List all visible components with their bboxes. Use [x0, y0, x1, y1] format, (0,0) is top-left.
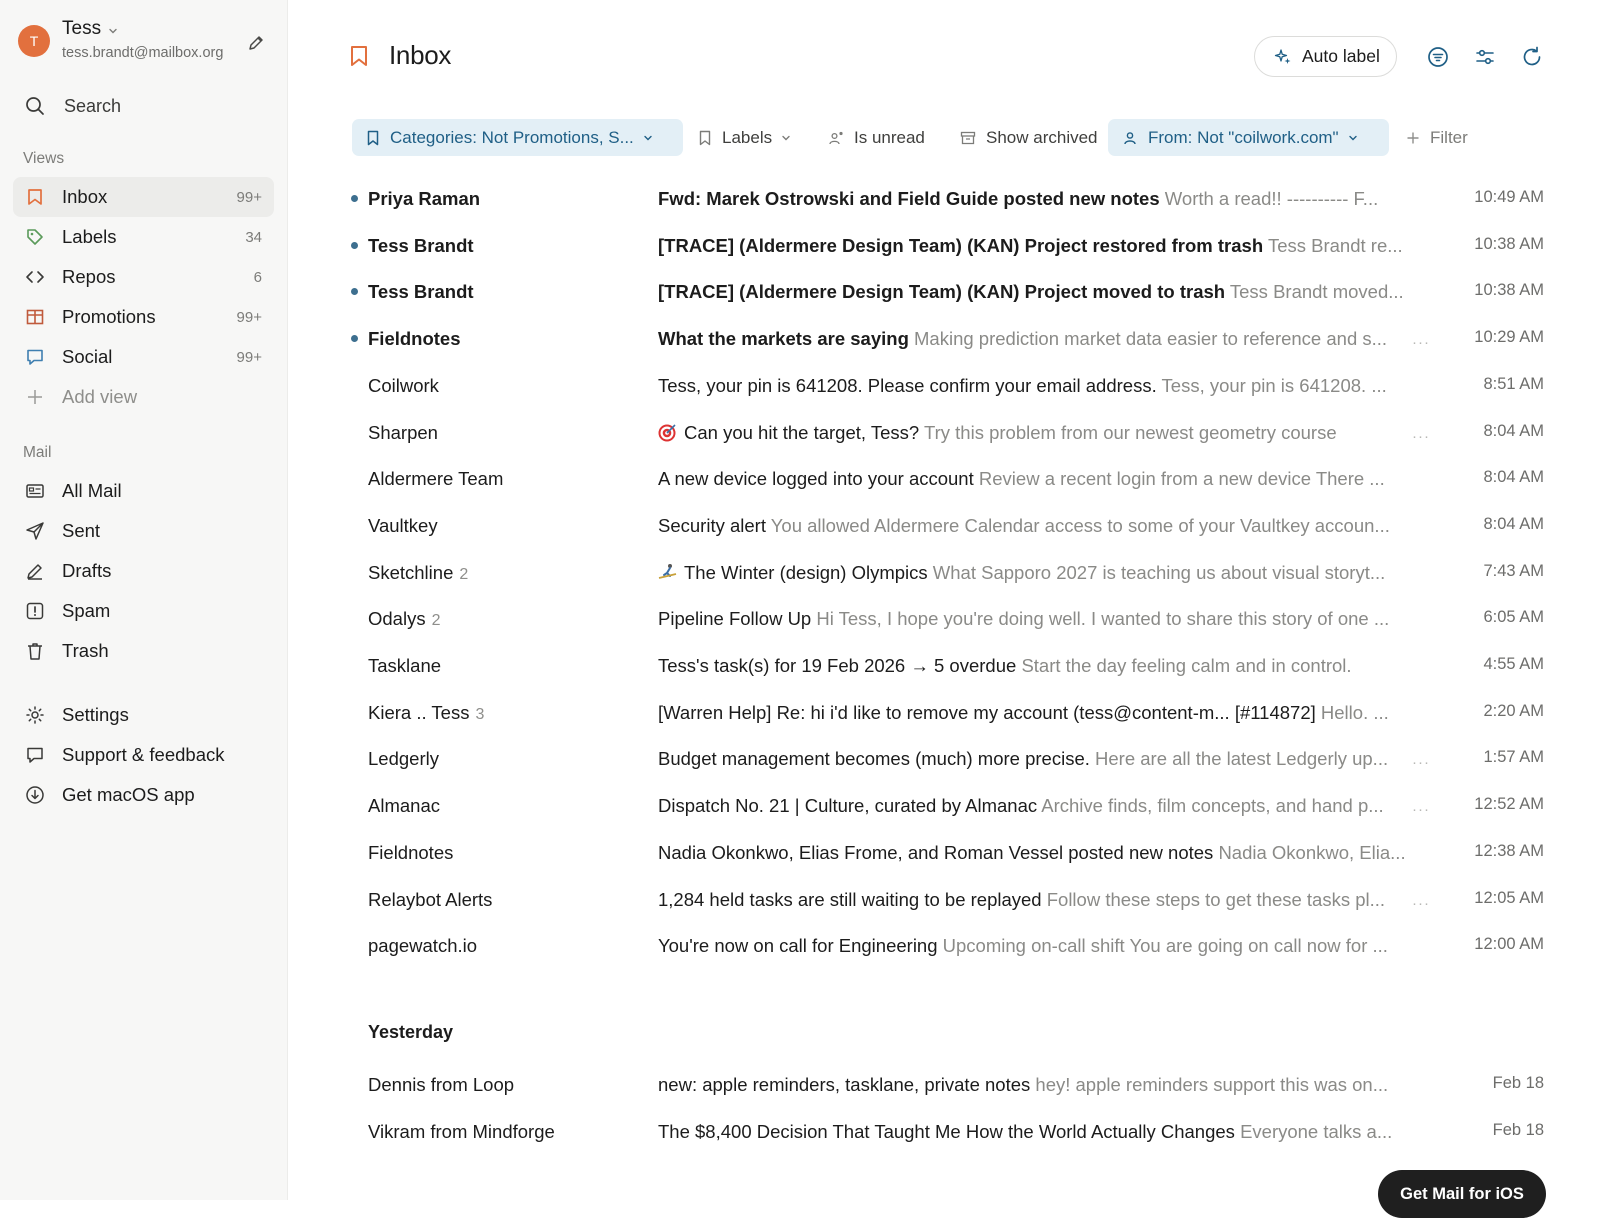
inbox-icon — [348, 44, 370, 68]
email-sender — [368, 235, 474, 257]
auto-label-button[interactable] — [1254, 36, 1397, 77]
email-preview: What Sapporo 2027 is teaching us about visual storyt... — [932, 562, 1386, 583]
email-time: 8:04 AM — [1483, 422, 1544, 440]
sender-name: Relaybot Alerts — [368, 889, 493, 910]
email-time: 12:38 AM — [1474, 842, 1544, 860]
email-time: Feb 18 — [1492, 1074, 1544, 1092]
sidebar-item-label: Social — [62, 346, 113, 367]
email-time: 8:51 AM — [1483, 375, 1544, 393]
plus-icon — [1406, 131, 1420, 145]
send-icon — [24, 520, 46, 542]
email-subject: You're now on call for Engineering — [658, 935, 938, 956]
email-preview: Hello. ... — [1320, 702, 1389, 723]
email-subject-line — [658, 422, 1386, 444]
add-filter-label: Filter — [1430, 127, 1468, 147]
email-time: 10:38 AM — [1474, 281, 1544, 299]
email-subject-line — [658, 468, 1386, 490]
auto-label-text: Auto label — [1302, 46, 1380, 66]
email-row[interactable] — [350, 645, 1544, 692]
email-sender — [368, 422, 438, 444]
sliders-icon[interactable] — [1473, 45, 1497, 69]
email-sender — [368, 889, 492, 911]
email-sender — [368, 795, 440, 817]
sidebar-item-label: Sent — [62, 520, 101, 541]
email-subject-line — [658, 562, 1386, 584]
email-sender — [368, 562, 468, 584]
pencil-icon — [24, 560, 46, 582]
sidebar-item-label: Get macOS app — [62, 784, 195, 805]
email-subject: Dispatch No. 21 | Culture, curated by Almanac — [658, 795, 1038, 816]
email-time: 10:49 AM — [1474, 188, 1544, 206]
email-subject: Budget management becomes (much) more precise. — [658, 748, 1090, 769]
unread-dot — [351, 288, 358, 295]
email-time: 10:38 AM — [1474, 235, 1544, 253]
email-sender — [368, 281, 474, 303]
more-actions-icon[interactable]: ··· — [1412, 428, 1430, 445]
gear-icon — [24, 704, 46, 726]
email-sender — [368, 842, 453, 864]
sidebar-item-all-mail[interactable] — [13, 471, 274, 511]
sender-name: Almanac — [368, 795, 440, 816]
sidebar-item-label: Labels — [62, 226, 117, 247]
email-time: 8:04 AM — [1483, 468, 1544, 486]
email-subject-line — [658, 515, 1390, 537]
email-preview: Hi Tess, I hope you're doing well. I wanted to share this story of one ... — [816, 608, 1390, 629]
email-row[interactable] — [350, 925, 1544, 972]
email-time: 12:05 AM — [1474, 889, 1544, 907]
email-row[interactable] — [350, 271, 1544, 318]
bookmark-icon — [698, 130, 712, 146]
email-row[interactable] — [350, 879, 1544, 926]
sender-name: Coilwork — [368, 375, 439, 396]
sparkle-icon — [1274, 48, 1292, 66]
sender-name: Ledgerly — [368, 748, 439, 769]
email-subject-line — [658, 281, 1404, 303]
views-section-label: Views — [23, 150, 65, 167]
email-subject: The $8,400 Decision That Taught Me How the World Actually Changes — [658, 1121, 1235, 1142]
skier-emoji — [658, 563, 678, 581]
email-subject-line — [658, 655, 1386, 677]
sidebar-item-get-macos-app[interactable] — [13, 775, 274, 815]
sidebar-item-sent[interactable] — [13, 511, 274, 551]
email-row[interactable] — [350, 458, 1544, 505]
sidebar-item-labels[interactable] — [13, 217, 274, 257]
email-row[interactable] — [350, 552, 1544, 599]
sidebar-item-settings[interactable] — [13, 695, 274, 735]
email-time: 4:55 AM — [1483, 655, 1544, 673]
email-preview: Nadia Okonkwo, Elia... — [1218, 842, 1406, 863]
email-preview: Review a recent login from a new device There ... — [978, 468, 1385, 489]
chevron-down-icon — [1347, 132, 1359, 144]
email-preview: Try this problem from our newest geometry course — [923, 422, 1337, 443]
email-subject-line — [658, 935, 1386, 957]
archive-icon — [960, 130, 976, 146]
sidebar-item-label: Drafts — [62, 560, 112, 581]
email-subject: [TRACE] (Aldermere Design Team) (KAN) Project moved to trash — [658, 281, 1226, 302]
email-preview: Here are all the latest Ledgerly up... — [1095, 748, 1389, 769]
email-subject: 1,284 held tasks are still waiting to be replayed — [658, 889, 1042, 910]
email-preview: Upcoming on-call shift You are going on call now for ... — [942, 935, 1388, 956]
sidebar-item-label: All Mail — [62, 480, 122, 501]
email-subject-line — [658, 795, 1386, 817]
sidebar-item-label: Promotions — [62, 306, 156, 327]
search-icon — [24, 95, 56, 117]
email-subject-line — [658, 188, 1386, 210]
code-icon — [24, 266, 46, 288]
email-sender — [368, 608, 440, 630]
email-subject-line — [658, 702, 1389, 724]
email-preview: Everyone talks a... — [1240, 1121, 1393, 1142]
email-subject-line — [658, 328, 1386, 350]
email-preview: Tess Brandt re... — [1267, 235, 1403, 256]
email-subject-line — [658, 235, 1403, 257]
is-unread-filter-chip[interactable] — [814, 119, 925, 156]
account-switcher[interactable] — [18, 17, 270, 65]
email-row[interactable] — [350, 318, 1544, 365]
show-archived-filter-label: Show archived — [986, 127, 1098, 147]
chevron-down-icon — [642, 132, 654, 144]
sidebar-item-drafts[interactable] — [13, 551, 274, 591]
sender-name: Priya Raman — [368, 188, 481, 209]
gift-icon — [24, 306, 46, 328]
email-row[interactable] — [350, 412, 1544, 459]
chevron-down-icon — [107, 25, 119, 37]
sidebar-item-promotions[interactable] — [13, 297, 274, 337]
show-archived-filter-chip[interactable] — [946, 119, 1098, 156]
email-sender — [368, 655, 441, 677]
labels-filter-chip[interactable] — [684, 119, 792, 156]
email-subject-line — [658, 608, 1390, 630]
email-preview: Follow these steps to get these tasks pl... — [1046, 889, 1386, 910]
compose-pencil-icon[interactable] — [246, 33, 266, 53]
sidebar-item-repos[interactable] — [13, 257, 274, 297]
email-preview: Worth a read!! ---------- F... — [1164, 188, 1379, 209]
email-subject-line — [658, 748, 1389, 770]
inbox-icon — [24, 186, 46, 208]
email-preview: Tess Brandt moved... — [1229, 281, 1404, 302]
unread-dot — [351, 242, 358, 249]
email-row[interactable] — [350, 365, 1544, 412]
sender-name: pagewatch.io — [368, 935, 478, 956]
sender-name: Dennis from Loop — [368, 1074, 515, 1095]
email-subject: The Winter (design) Olympics — [684, 562, 928, 583]
email-time: 1:57 AM — [1483, 748, 1544, 766]
email-row[interactable] — [350, 598, 1544, 645]
all-mail-icon — [24, 480, 46, 502]
target-emoji — [658, 423, 678, 441]
filter-circle-icon[interactable] — [1426, 45, 1450, 69]
email-subject: Tess, your pin is 641208. Please confirm your email address. — [658, 375, 1157, 396]
email-row[interactable] — [350, 692, 1544, 739]
search-button[interactable] — [18, 86, 270, 126]
email-time: 6:05 AM — [1483, 608, 1544, 626]
sender-name: Kiera .. Tess — [368, 702, 470, 723]
thread-count: 2 — [431, 612, 441, 629]
sidebar-item-count: 6 — [253, 268, 262, 286]
mail-section-label: Mail — [23, 444, 52, 461]
email-preview: hey! apple reminders support this was on... — [1035, 1074, 1389, 1095]
sidebar-item-label: Support & feedback — [62, 744, 225, 765]
sidebar-item-label: Repos — [62, 266, 116, 287]
chat-icon — [24, 346, 46, 368]
group-label-yesterday: Yesterday — [368, 1022, 454, 1042]
email-sender — [368, 935, 477, 957]
sidebar — [0, 0, 288, 1200]
email-row[interactable] — [350, 225, 1544, 272]
email-sender — [368, 748, 439, 770]
more-actions-icon[interactable]: ··· — [1412, 801, 1430, 818]
email-subject: [Warren Help] Re: hi i'd like to remove my account (tess@content-m... [#114872] — [658, 702, 1316, 723]
person-icon — [1122, 130, 1138, 146]
sidebar-item-label: Spam — [62, 600, 111, 621]
refresh-icon[interactable] — [1520, 45, 1544, 69]
from-filter-chip[interactable] — [1108, 119, 1389, 156]
categories-filter-label: Categories: Not Promotions, S... — [390, 127, 634, 147]
chevron-down-icon — [780, 132, 792, 144]
email-row[interactable] — [350, 1111, 1544, 1158]
email-time: 8:04 AM — [1483, 515, 1544, 533]
email-subject: Can you hit the target, Tess? — [684, 422, 920, 443]
email-row[interactable] — [350, 1064, 1544, 1111]
email-time: 2:20 AM — [1483, 702, 1544, 720]
email-sender — [368, 1121, 555, 1143]
sidebar-item-spam[interactable] — [13, 591, 274, 631]
email-subject-line — [658, 1121, 1393, 1143]
email-time: 10:29 AM — [1474, 328, 1544, 346]
email-subject: Security alert — [658, 515, 766, 536]
sidebar-item-label: Settings — [62, 704, 129, 725]
sidebar-item-support[interactable] — [13, 735, 274, 775]
email-subject-line — [658, 889, 1386, 911]
email-time: 12:00 AM — [1474, 935, 1544, 953]
email-subject: Nadia Okonkwo, Elias Frome, and Roman Vessel posted new notes — [658, 842, 1214, 863]
speech-bubble-icon — [24, 744, 46, 766]
sidebar-item-inbox[interactable] — [13, 177, 274, 217]
email-row[interactable] — [350, 738, 1544, 785]
account-email: tess.brandt@mailbox.org — [62, 45, 224, 61]
email-sender — [368, 702, 484, 724]
email-row[interactable] — [350, 178, 1544, 225]
download-icon — [24, 784, 46, 806]
sidebar-item-count: 34 — [245, 228, 262, 246]
email-subject: Tess's task(s) for 19 Feb 2026 → 5 overdue — [658, 655, 1017, 676]
sidebar-item-count: 99+ — [236, 188, 262, 206]
email-subject: A new device logged into your account — [658, 468, 974, 489]
email-subject: [TRACE] (Aldermere Design Team) (KAN) Project restored from trash — [658, 235, 1264, 256]
email-sender — [368, 375, 439, 397]
spam-icon — [24, 600, 46, 622]
email-subject: new: apple reminders, tasklane, private notes — [658, 1074, 1031, 1095]
sidebar-item-count: 99+ — [236, 348, 262, 366]
sender-name: Fieldnotes — [368, 328, 461, 349]
avatar[interactable]: T — [18, 25, 50, 57]
email-subject: Pipeline Follow Up — [658, 608, 812, 629]
tag-icon — [24, 226, 46, 248]
email-preview: You allowed Aldermere Calendar access to some of your Vaultkey accoun... — [770, 515, 1390, 536]
email-sender — [368, 1074, 514, 1096]
email-sender — [368, 515, 438, 537]
unread-dot — [351, 195, 358, 202]
from-filter-label: From: Not "coilwork.com" — [1148, 127, 1339, 147]
sender-name: Vaultkey — [368, 515, 438, 536]
bookmark-icon — [366, 130, 380, 146]
email-subject-line — [658, 375, 1386, 397]
email-subject-line — [658, 842, 1406, 864]
sender-name: Aldermere Team — [368, 468, 504, 489]
sender-name: Tess Brandt — [368, 281, 474, 302]
plus-icon — [24, 386, 46, 408]
sender-name: Odalys — [368, 608, 426, 629]
get-ios-app-button[interactable]: Get Mail for iOS — [1378, 1170, 1546, 1218]
sender-name: Tess Brandt — [368, 235, 474, 256]
email-row[interactable] — [350, 505, 1544, 552]
sidebar-item-label: Trash — [62, 640, 109, 661]
email-preview: Start the day feeling calm and in control. — [1021, 655, 1352, 676]
account-name: Tess — [62, 18, 102, 39]
more-actions-icon[interactable]: ··· — [1412, 334, 1430, 351]
email-preview: Archive finds, film concepts, and hand p... — [1041, 795, 1384, 816]
page-title: Inbox — [389, 40, 452, 70]
email-time: 7:43 AM — [1483, 562, 1544, 580]
email-row[interactable] — [350, 785, 1544, 832]
is-unread-filter-label: Is unread — [854, 127, 925, 147]
unread-dot — [351, 335, 358, 342]
sender-name: Fieldnotes — [368, 842, 454, 863]
add-filter-button[interactable] — [1392, 119, 1468, 156]
sender-name: Sketchline — [368, 562, 454, 583]
email-time: 12:52 AM — [1474, 795, 1544, 813]
search-label: Search — [64, 95, 122, 116]
email-subject-line — [658, 1074, 1389, 1096]
sender-name: Tasklane — [368, 655, 442, 676]
sidebar-item-trash[interactable] — [13, 631, 274, 671]
sender-name: Sharpen — [368, 422, 438, 443]
sidebar-item-count: 99+ — [236, 308, 262, 326]
email-sender — [368, 468, 503, 490]
email-time: Feb 18 — [1492, 1121, 1544, 1139]
sender-name: Vikram from Mindforge — [368, 1121, 555, 1142]
more-actions-icon[interactable]: ··· — [1412, 895, 1430, 912]
more-actions-icon[interactable]: ··· — [1412, 754, 1430, 771]
email-sender — [368, 328, 461, 350]
sidebar-item-social[interactable] — [13, 337, 274, 377]
thread-count: 2 — [459, 566, 469, 583]
sidebar-item-label: Inbox — [62, 186, 108, 207]
email-preview: Tess, your pin is 641208. ... — [1161, 375, 1387, 396]
email-preview: Making prediction market data easier to reference and s... — [914, 328, 1388, 349]
email-row[interactable] — [350, 832, 1544, 879]
categories-filter-chip[interactable] — [352, 119, 683, 156]
labels-filter-label: Labels — [722, 127, 773, 147]
add-view-label: Add view — [62, 386, 138, 407]
person-dot-icon — [828, 130, 844, 146]
email-subject: Fwd: Marek Ostrowski and Field Guide posted new notes — [658, 188, 1160, 209]
thread-count: 3 — [475, 706, 485, 723]
email-sender — [368, 188, 480, 210]
email-subject: What the markets are saying — [658, 328, 909, 349]
add-view-button[interactable] — [13, 377, 274, 417]
trash-icon — [24, 640, 46, 662]
